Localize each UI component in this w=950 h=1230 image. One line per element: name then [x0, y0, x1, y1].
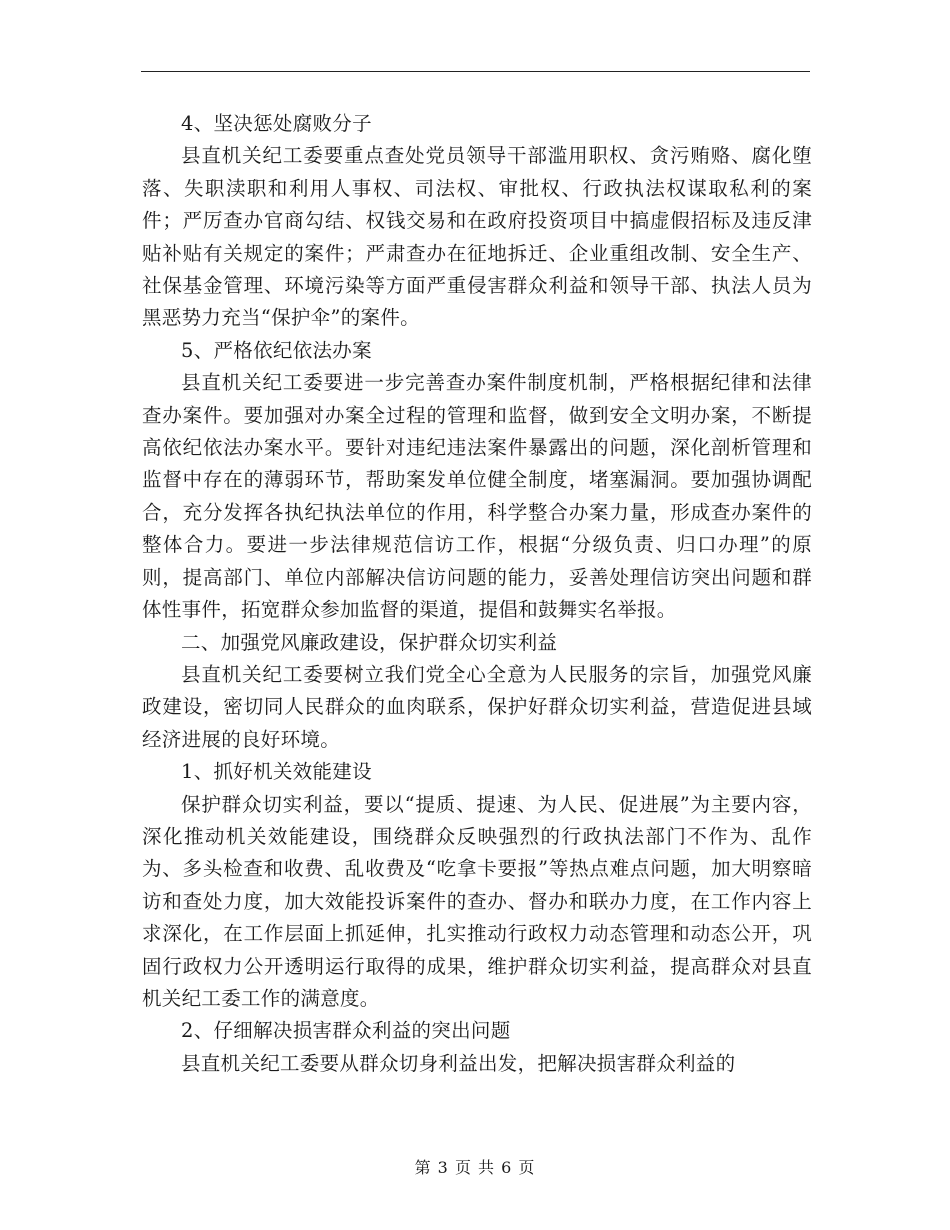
paragraph: 县直机关纪工委要树立我们党全心全意为人民服务的宗旨，加强党风廉政建设，密切同人民群众的血肉联系，保护好群众切实利益，营造促进县域经济进展的良好环境。 [142, 662, 812, 751]
paragraph: 县直机关纪工委要从群众切身利益出发，把解决损害群众利益的 [181, 1051, 736, 1075]
header-rule [141, 71, 810, 72]
paragraph: 县直机关纪工委要进一步完善查办案件制度机制，严格根据纪律和法律查办案件。要加强对办案全过程的管理和监督，做到安全文明办案，不断提高依纪依法办案水平。要针对违纪违法案件暴露出的问题，深化剖析管理和监督中存在的薄弱环节，帮助案发单位健全制度，堵塞漏洞。要加强协调配合，充分发挥各执纪执法单位的作用，科学整合办案力量，形成查办案件的整体合力。要进一步法律规范信访工作，根据“分级负责、归口办理”的原则，提高部门、单位内部解决信访问题的能力，妥善处理信访突出问题和群体性事件，拓宽群众参加监督的渠道，提倡和鼓舞实名举报。 [142, 371, 812, 622]
heading-2-solve-problems: 2、仔细解决损害群众利益的突出问题 [181, 1019, 511, 1043]
heading-4-punish-corruption: 4、坚决惩处腐败分子 [181, 112, 372, 135]
heading-5-handle-cases-lawfully: 5、严格依纪依法办案 [181, 338, 372, 362]
body-text [142, 108, 812, 1080]
heading-1-efficiency: 1、抓好机关效能建设 [181, 760, 372, 784]
section-heading-2: 二、加强党风廉政建设，保护群众切实利益 [181, 630, 558, 654]
paragraph: 保护群众切实利益，要以“提质、提速、为人民、促进展”为主要内容，深化推动机关效能建设，围绕群众反映强烈的行政执法部门不作为、乱作为、多头检查和收费、乱收费及“吃拿卡要报”等热点难点问题，加大明察暗访和查处力度，加大效能投诉案件的查办、督办和联办力度，在工作内容上求深化，在工作层面上抓延伸，扎实推动行政权力动态管理和动态公开，巩固行政权力公开透明运行取得的成果，维护群众切实利益，提高群众对县直机关纪工委工作的满意度。 [142, 792, 812, 1010]
paragraph: 县直机关纪工委要重点查处党员领导干部滥用职权、贪污贿赂、腐化堕落、失职渎职和利用人事权、司法权、审批权、行政执法权谋取私利的案件；严厉查办官商勾结、权钱交易和在政府投资项目中搞虚假招标及违反津贴补贴有关规定的案件；严肃查办在征地拆迁、企业重组改制、安全生产、社保基金管理、环境污染等方面严重侵害群众利益和领导干部、执法人员为黑恶势力充当“保护伞”的案件。 [142, 144, 812, 330]
page-number-footer: 第 3 页 共 6 页 [414, 1158, 536, 1177]
